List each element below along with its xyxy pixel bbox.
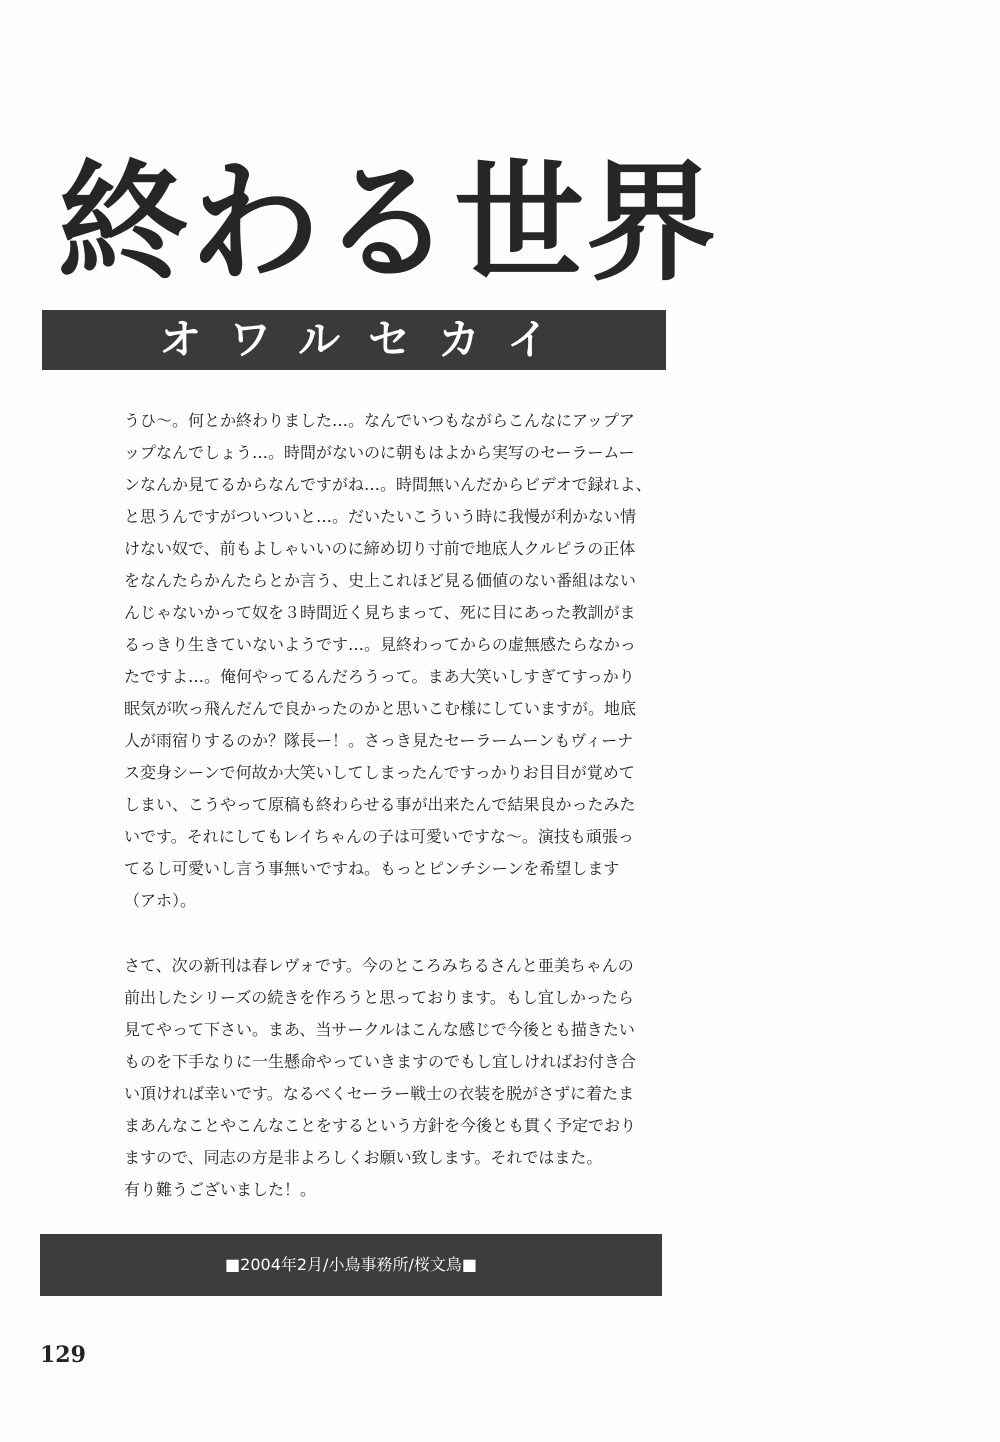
text-line: 眠気が吹っ飛んだんで良かったのかと思いこむ様にしていますが。地底 (124, 699, 637, 718)
body-paragraph-2 (124, 950, 644, 1206)
text-line: 前出したシリーズの続きを作ろうと思っております。もし宜しかったら (124, 988, 634, 1007)
text-line: たですよ…。俺何やってるんだろうって。まあ大笑いしすぎてすっかり (124, 667, 635, 686)
text-line: ますので、同志の方是非よろしくお願い致します。それではまた。 (124, 1148, 603, 1167)
text-line: と思うんですがついついと…。だいたいこういう時に我慢が利かない情 (124, 507, 637, 526)
footer-credit: ■2004年2月/小鳥事務所/桜文鳥■ (225, 1255, 477, 1274)
text-line: ス変身シーンで何故か大笑いしてしまったんですっかりお目目が覚めて (124, 763, 635, 782)
footer-banner (40, 1234, 662, 1296)
page-number: 129 (40, 1342, 86, 1368)
text-line: 人が雨宿りするのか？隊長ー！。さっき見たセーラームーンもヴィーナ (124, 731, 634, 750)
text-line: さて、次の新刊は春レヴォです。今のところみちるさんと亜美ちゃんの (124, 956, 634, 975)
text-line: ップなんでしょう…。時間がないのに朝もはよから実写のセーラームー (124, 443, 635, 462)
text-line: い頂ければ幸いです。なるべくセーラー戦士の衣装を脱がさずに着たま (124, 1084, 635, 1103)
text-line: ンなんか見てるからなんですがね…。時間無いんだからビデオで録れよ、 (124, 475, 652, 494)
text-line: まあんなことやこんなことをするという方針を今後とも貫く予定でおり (124, 1116, 637, 1135)
subtitle-text: オワルセカイ (159, 315, 577, 364)
text-line: うひ〜。何とか終わりました…。なんでいつもながらこんなにアップア (124, 411, 635, 430)
body-paragraph-1 (124, 405, 652, 917)
text-line: 見てやって下さい。まあ、当サークルはこんな感じで今後とも描きたい (124, 1020, 635, 1039)
subtitle-banner (42, 310, 666, 370)
text-line: んじゃないかって奴を３時間近く見ちまって、死に目にあった教訓がま (124, 603, 636, 622)
text-line: いです。それにしてもレイちゃんの子は可愛いですな〜。演技も頑張っ (124, 827, 634, 846)
text-line: ものを下手なりに一生懸命やっていきますのでもし宜しければお付き合 (124, 1052, 637, 1071)
text-line: てるし可愛いし言う事無いですね。もっとピンチシーンを希望します (124, 859, 620, 878)
text-line: るっきり生きていないようです…。見終わってからの虚無感たらなかっ (124, 635, 636, 654)
text-line: （アホ）。 (124, 891, 197, 910)
page-title: 終わる世界 (58, 147, 719, 299)
text-line: 有り難うございました！。 (124, 1180, 317, 1199)
text-line: をなんたらかんたらとか言う、史上これほど見る価値のない番組はない (124, 571, 637, 590)
text-line: けない奴で、前もよしゃいいのに締め切り寸前で地底人クルピラの正体 (124, 539, 636, 558)
text-line: しまい、こうやって原稿も終わらせる事が出来たんで結果良かったみた (124, 795, 636, 814)
